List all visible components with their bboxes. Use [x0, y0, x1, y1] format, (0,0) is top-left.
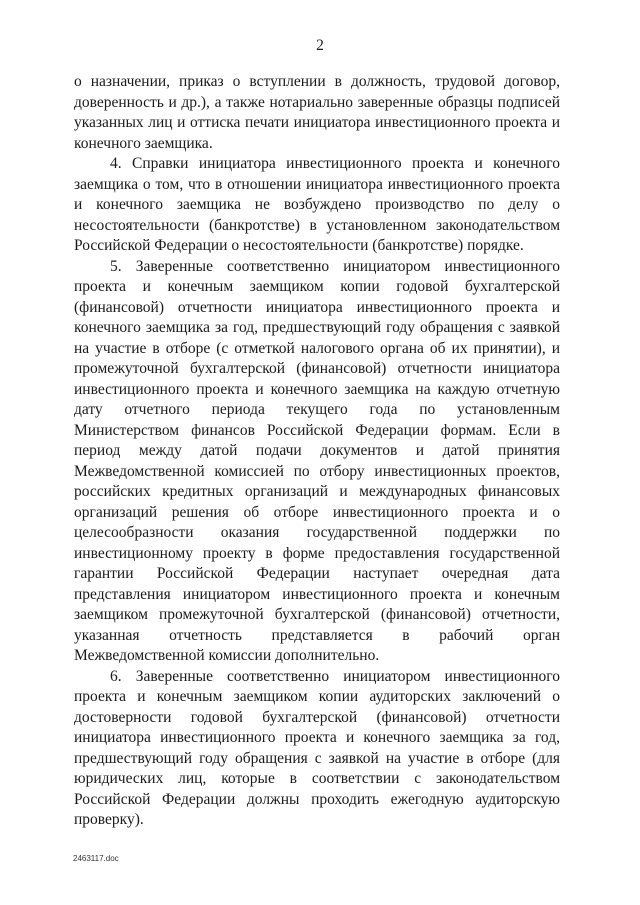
- paragraph-continuation: о назначении, приказ о вступлении в должность, трудовой договор, доверенность и др.), а также нотариально заверенные образцы подписей указанных лиц и оттиска печати инициатора инвестиционного проекта и конечного заемщика.: [74, 73, 560, 152]
- paragraph-item-5: 5. Заверенные соответственно инициатором инвестиционного проекта и конечным заемщиком копии годовой бухгалтерской (финансовой) отчетности инициатора инвестиционного проекта и конечного заемщика за год, предшествующий году обращения с заявкой на участие в отборе (с отметкой налогового органа об их принятии), и промежуточной бухгалтерской (финансовой) отчетности инициатора инвестиционного проекта и конечного заемщика на каждую отчетную дату отчетного периода текущего года по установленным Министерством финансов Российской Федерации формам. Если в период между датой подачи документов и датой принятия Межведомственной комиссией по отбору инвестиционных проектов, российских кредитных организаций и международных финансовых организаций решения об отборе инвестиционного проекта и о целесообразности оказания государственной поддержки по инвестиционному проекту в форме предоставления государственной гарантии Российской Федерации наступает очередная дата представления инициатором инвестиционного проекта и конечным заемщиком промежуточной бухгалтерской (финансовой) отчетности, указанная отчетность представляется в рабочий орган Межведомственной комиссии дополнительно.: [74, 257, 560, 664]
- document-body: [74, 72, 560, 831]
- paragraph-item-4: 4. Справки инициатора инвестиционного проекта и конечного заемщика о том, что в отношении инициатора инвестиционного проекта и конечного заемщика не возбуждено производство по делу о несостоятельности (банкротстве) в установленном законодательством Российской Федерации о несостоятельности (банкротстве) порядке.: [74, 155, 560, 254]
- page-number: 2: [316, 37, 324, 54]
- footer-file-name: 2463117.doc: [73, 854, 119, 863]
- paragraph-item-6: 6. Заверенные соответственно инициатором инвестиционного проекта и конечным заемщиком копии аудиторских заключений о достоверности годовой бухгалтерской (финансовой) отчетности инициатора инвестиционного проекта и конечного заемщика за год, предшествующий году обращения с заявкой на участие в отборе (для юридических лиц, которые в соответствии с законодательством Российской Федерации должны проходить ежегодную аудиторскую проверку).: [74, 667, 560, 828]
